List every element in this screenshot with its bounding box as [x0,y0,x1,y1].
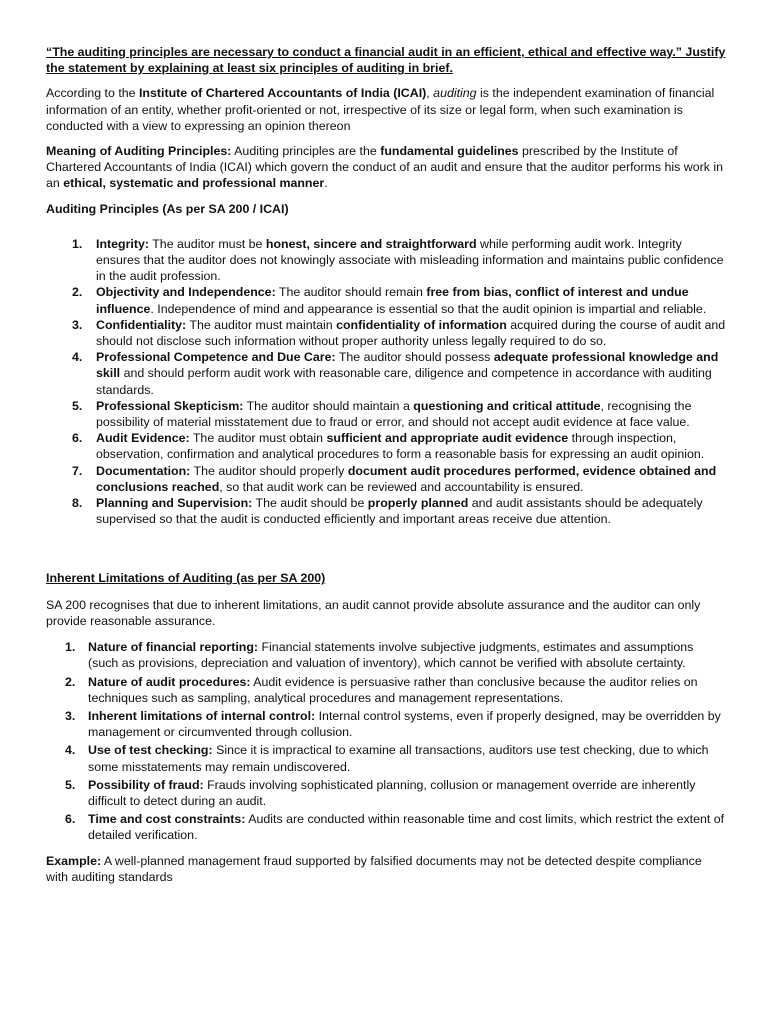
list-item: 1. Nature of financial reporting: Financial statements involve subjective judgments, estimates and assumptions (such as provisions, depreciation and valuation of inventory), which cannot be verified with absolute certainty. [65,640,694,671]
limitations-intro: SA 200 recognises that due to inherent limitations, an audit cannot provide absolute assurance and the auditor can only provide reasonable assurance. [46,597,701,628]
list-item: 6. Time and cost constraints: Audits are conducted within reasonable time and cost limits, which restrict the extent of detailed verification. [65,812,725,843]
principle-title: Professional Competence and Due Care: [96,350,336,365]
limitation-title: Inherent limitations of internal control: [88,708,316,723]
limitation-title: Nature of audit procedures: [88,674,251,689]
example-label: Example: [46,853,102,868]
list-item: 1. Integrity: The auditor must be honest, sincere and straightforward while performing audit work. Integrity ensures that the auditor does not knowingly associate with misleading information and maintains public confidence in the audit profession. [72,236,724,284]
list-item: 7. Documentation: The auditor should properly document audit procedures performed, evidence obtained and conclusions reached, so that audit work can be reviewed and accountability is ensured. [72,463,717,494]
principle-title: Integrity: [96,236,150,251]
list-item: 5. Professional Skepticism: The auditor should maintain a questioning and critical attitude, recognising the possibility of material misstatement due to fraud or error, and should not accept audit evidence at face value. [72,398,692,430]
principle-title: Professional Skepticism: [96,398,244,413]
meaning-label: Meaning of Auditing Principles: [46,144,232,159]
limitation-title: Possibility of fraud: [88,777,204,792]
list-item: 8. Planning and Supervision: The audit should be properly planned and audit assistants should be adequately supervised so that the audit is conducted efficiently and important areas receive due attention. [72,496,703,527]
limitation-title: Time and cost constraints: [88,812,246,827]
list-item: 4. Use of test checking: Since it is impractical to examine all transactions, auditors use test checking, due to which some misstatements may remain undiscovered. [65,743,709,774]
list-item: 5. Possibility of fraud: Frauds involving sophisticated planning, collusion or management override are inherently difficult to detect during an audit. [65,777,696,808]
intro-paragraph: According to the Institute of Chartered Accountants of India (ICAI), auditing is the independent examination of financial information of an entity, whether profit-oriented or not, irrespective of its size or legal form, when such examination is conducted with a view to expressing an opinion thereon [46,86,715,133]
limitation-title: Use of test checking: [88,743,213,758]
principle-title: Audit Evidence: [96,431,190,446]
limitations-heading: Inherent Limitations of Auditing (as per SA 200) [46,571,326,586]
principle-title: Documentation: [96,463,191,478]
icai-name: Institute of Chartered Accountants of India (ICAI) [138,86,427,101]
auditing-term: auditing [433,86,477,101]
question-heading: “The auditing principles are necessary to conduct a financial audit in an efficient, ethical and effective way.” Justify the statement by explaining at least six principles of auditing in brief. [46,45,726,76]
principles-list [46,236,726,528]
list-item: 6. Audit Evidence: The auditor must obtain sufficient and appropriate audit evidence through inspection, observation, confirmation and analytical procedures to form a reasonable basis for expressing an audit opinion. [72,431,705,462]
principle-title: Planning and Supervision: [96,496,253,511]
limitation-title: Nature of financial reporting: [88,640,259,655]
list-item: 2. Nature of audit procedures: Audit evidence is persuasive rather than conclusive because the auditor relies on techniques such as sampling, analytical procedures and management representations. [65,674,698,705]
list-item: 2. Objectivity and Independence: The auditor should remain free from bias, conflict of interest and undue influence. Independence of mind and appearance is essential so that the audit opinion is impartial and reliable. [72,285,707,316]
list-item: 3. Inherent limitations of internal control: Internal control systems, even if properly designed, may be overridden by management or circumvented through collusion. [65,708,721,740]
principles-heading: Auditing Principles (As per SA 200 / ICAI) [46,201,289,216]
limitations-list [46,639,726,843]
list-item: 3. Confidentiality: The auditor must maintain confidentiality of information acquired during the course of audit and should not disclose such information without proper authority unless legally required to do so. [72,317,726,349]
list-item: 4. Professional Competence and Due Care: The auditor should possess adequate professional knowledge and skill and should perform audit work with reasonable care, diligence and competence in accordance with auditing standards. [72,350,719,397]
meaning-paragraph: Meaning of Auditing Principles: Auditing principles are the fundamental guidelines prescribed by the Institute of Chartered Accountants of India (ICAI) which govern the conduct of an audit and ensure that the auditor performs his work in an ethical, systematic and professional manner. [46,144,724,191]
principle-title: Confidentiality: [96,317,187,332]
document-page [46,44,726,885]
principle-title: Objectivity and Independence: [96,285,276,300]
example-paragraph: Example: A well-planned management fraud supported by falsified documents may not be detected despite compliance with auditing standards [46,853,702,884]
